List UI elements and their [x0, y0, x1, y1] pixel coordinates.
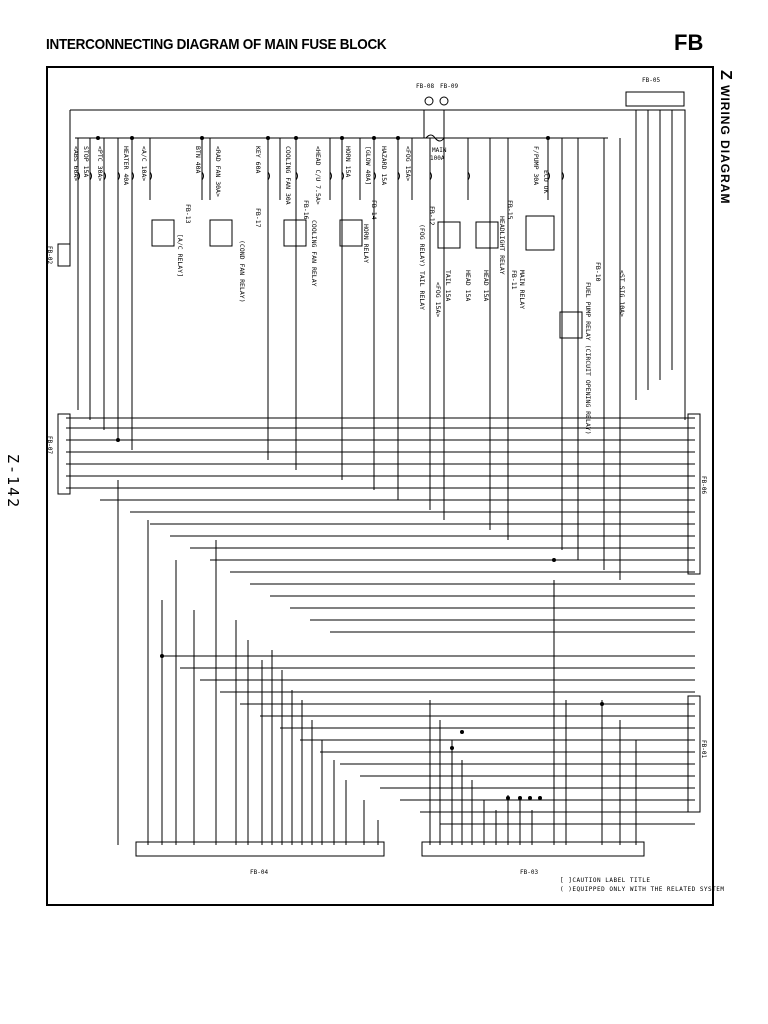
main-fuse-name: MAIN: [432, 147, 447, 154]
relay-fb13: [152, 220, 174, 246]
relay-fb10: [560, 312, 582, 338]
diagram-title: INTERCONNECTING DIAGRAM OF MAIN FUSE BLOCK: [46, 36, 387, 53]
relay-fb17: [210, 220, 232, 246]
harness-runs: [66, 418, 695, 824]
fb01-label: FB-01: [700, 740, 707, 759]
relay-fb15: [476, 222, 498, 248]
fuse-label: STOP 15A: [82, 146, 90, 178]
fuse-label: HEAD 15A: [464, 270, 472, 302]
relay-name: FUEL PUMP RELAY (CIRCUIT OPENING RELAY): [584, 282, 592, 435]
fuse-label: TAIL 15A: [444, 270, 452, 302]
fb07-label: FB-07: [46, 436, 53, 455]
relay-id: FB-14: [370, 200, 378, 220]
relay-name: COOLING FAN RELAY: [310, 220, 318, 287]
main-fuse-rating: 100A: [430, 155, 445, 162]
bottom-wires: [118, 480, 636, 845]
relay-fb12: [438, 222, 460, 248]
relay-name: HEADLIGHT RELAY: [498, 216, 506, 275]
main-fuse-feed: [424, 110, 444, 138]
section-letter: Z: [717, 70, 734, 81]
fuse-label: HORN 15A: [344, 146, 352, 178]
fb06-connector: [688, 414, 700, 574]
relay-fb14: [340, 220, 362, 246]
fuse-label: <HEAD C/U 7.5A>: [314, 146, 322, 205]
fb01-connector: [688, 696, 700, 812]
legend-equipped: ( )EQUIPPED ONLY WITH THE RELATED SYSTEM: [560, 886, 725, 893]
relay-id: FB-17: [254, 208, 262, 228]
fb09-label: FB-09: [440, 83, 459, 90]
fb05-label: FB-05: [642, 77, 661, 84]
relay-fb11: [526, 216, 554, 250]
fuse-label: <PTC 30A>: [96, 146, 104, 182]
fuse-label: COOLING FAN 30A: [284, 146, 292, 205]
relay-id: FB-11: [510, 270, 518, 290]
fuse-label: <ABS 60A>: [72, 146, 80, 182]
fb08-label: FB-08: [416, 83, 435, 90]
fuse-label: <ST SIG 10A>: [618, 270, 626, 317]
fuse-label: <RAD FAN 30A>: [214, 146, 222, 197]
page-number: Z-142: [4, 454, 22, 510]
relay-fb16: [284, 220, 306, 246]
relay-name: (COND FAN RELAY): [238, 240, 246, 303]
fb05-wires: [636, 110, 672, 400]
fb08-connector: [425, 97, 433, 105]
legend-caution: [ ]CAUTION LABEL TITLE: [560, 877, 651, 884]
fuse-label: HEATER 40A: [122, 146, 130, 186]
fuse-label: ECU OK: [542, 170, 550, 194]
fuse-label: BTN 40A: [194, 146, 202, 174]
section-name: WIRING DIAGRAM: [718, 85, 732, 205]
fuse-label: <A/C 10A>: [140, 146, 148, 182]
fb03-connector: [422, 842, 644, 856]
relay-name: (FOG RELAY) TAIL RELAY: [418, 224, 426, 311]
fb03-label: FB-03: [520, 869, 539, 876]
relay-name: HORN RELAY: [362, 224, 370, 264]
fuse-label: <FOG 15A>: [434, 282, 442, 318]
junction-dots: [96, 136, 604, 800]
fuse-label: KEY 60A: [254, 146, 262, 174]
fuse-label: F/PUMP 30A: [532, 146, 540, 186]
fuse-drop-wires: [78, 138, 620, 580]
relay-id: FB-13: [184, 204, 192, 224]
fb06-label: FB-06: [700, 476, 707, 495]
fuse-label: [GLOW 40A]: [364, 146, 372, 186]
relay-id: FB-16: [302, 200, 310, 220]
relay-id: FB-15: [506, 200, 514, 220]
fb02-connector: [58, 244, 70, 266]
relay-id: FB-10: [594, 262, 602, 282]
fuse-label: HEAD 15A: [482, 270, 490, 302]
fb09-connector: [440, 97, 448, 105]
relay-id: FB-12: [428, 206, 436, 226]
fuse-label: <FOG 15A>: [404, 146, 412, 182]
fb04-connector: [136, 842, 384, 856]
section-code: FB: [674, 30, 704, 55]
relay-name: [A/C RELAY]: [176, 234, 184, 278]
fb02-label: FB-02: [46, 246, 53, 265]
fuse-label: HAZARD 15A: [380, 146, 388, 186]
fb04-label: FB-04: [250, 869, 269, 876]
relay-name: MAIN RELAY: [518, 270, 526, 310]
fb07-connector: [58, 414, 70, 494]
fb05-connector: [626, 92, 684, 106]
